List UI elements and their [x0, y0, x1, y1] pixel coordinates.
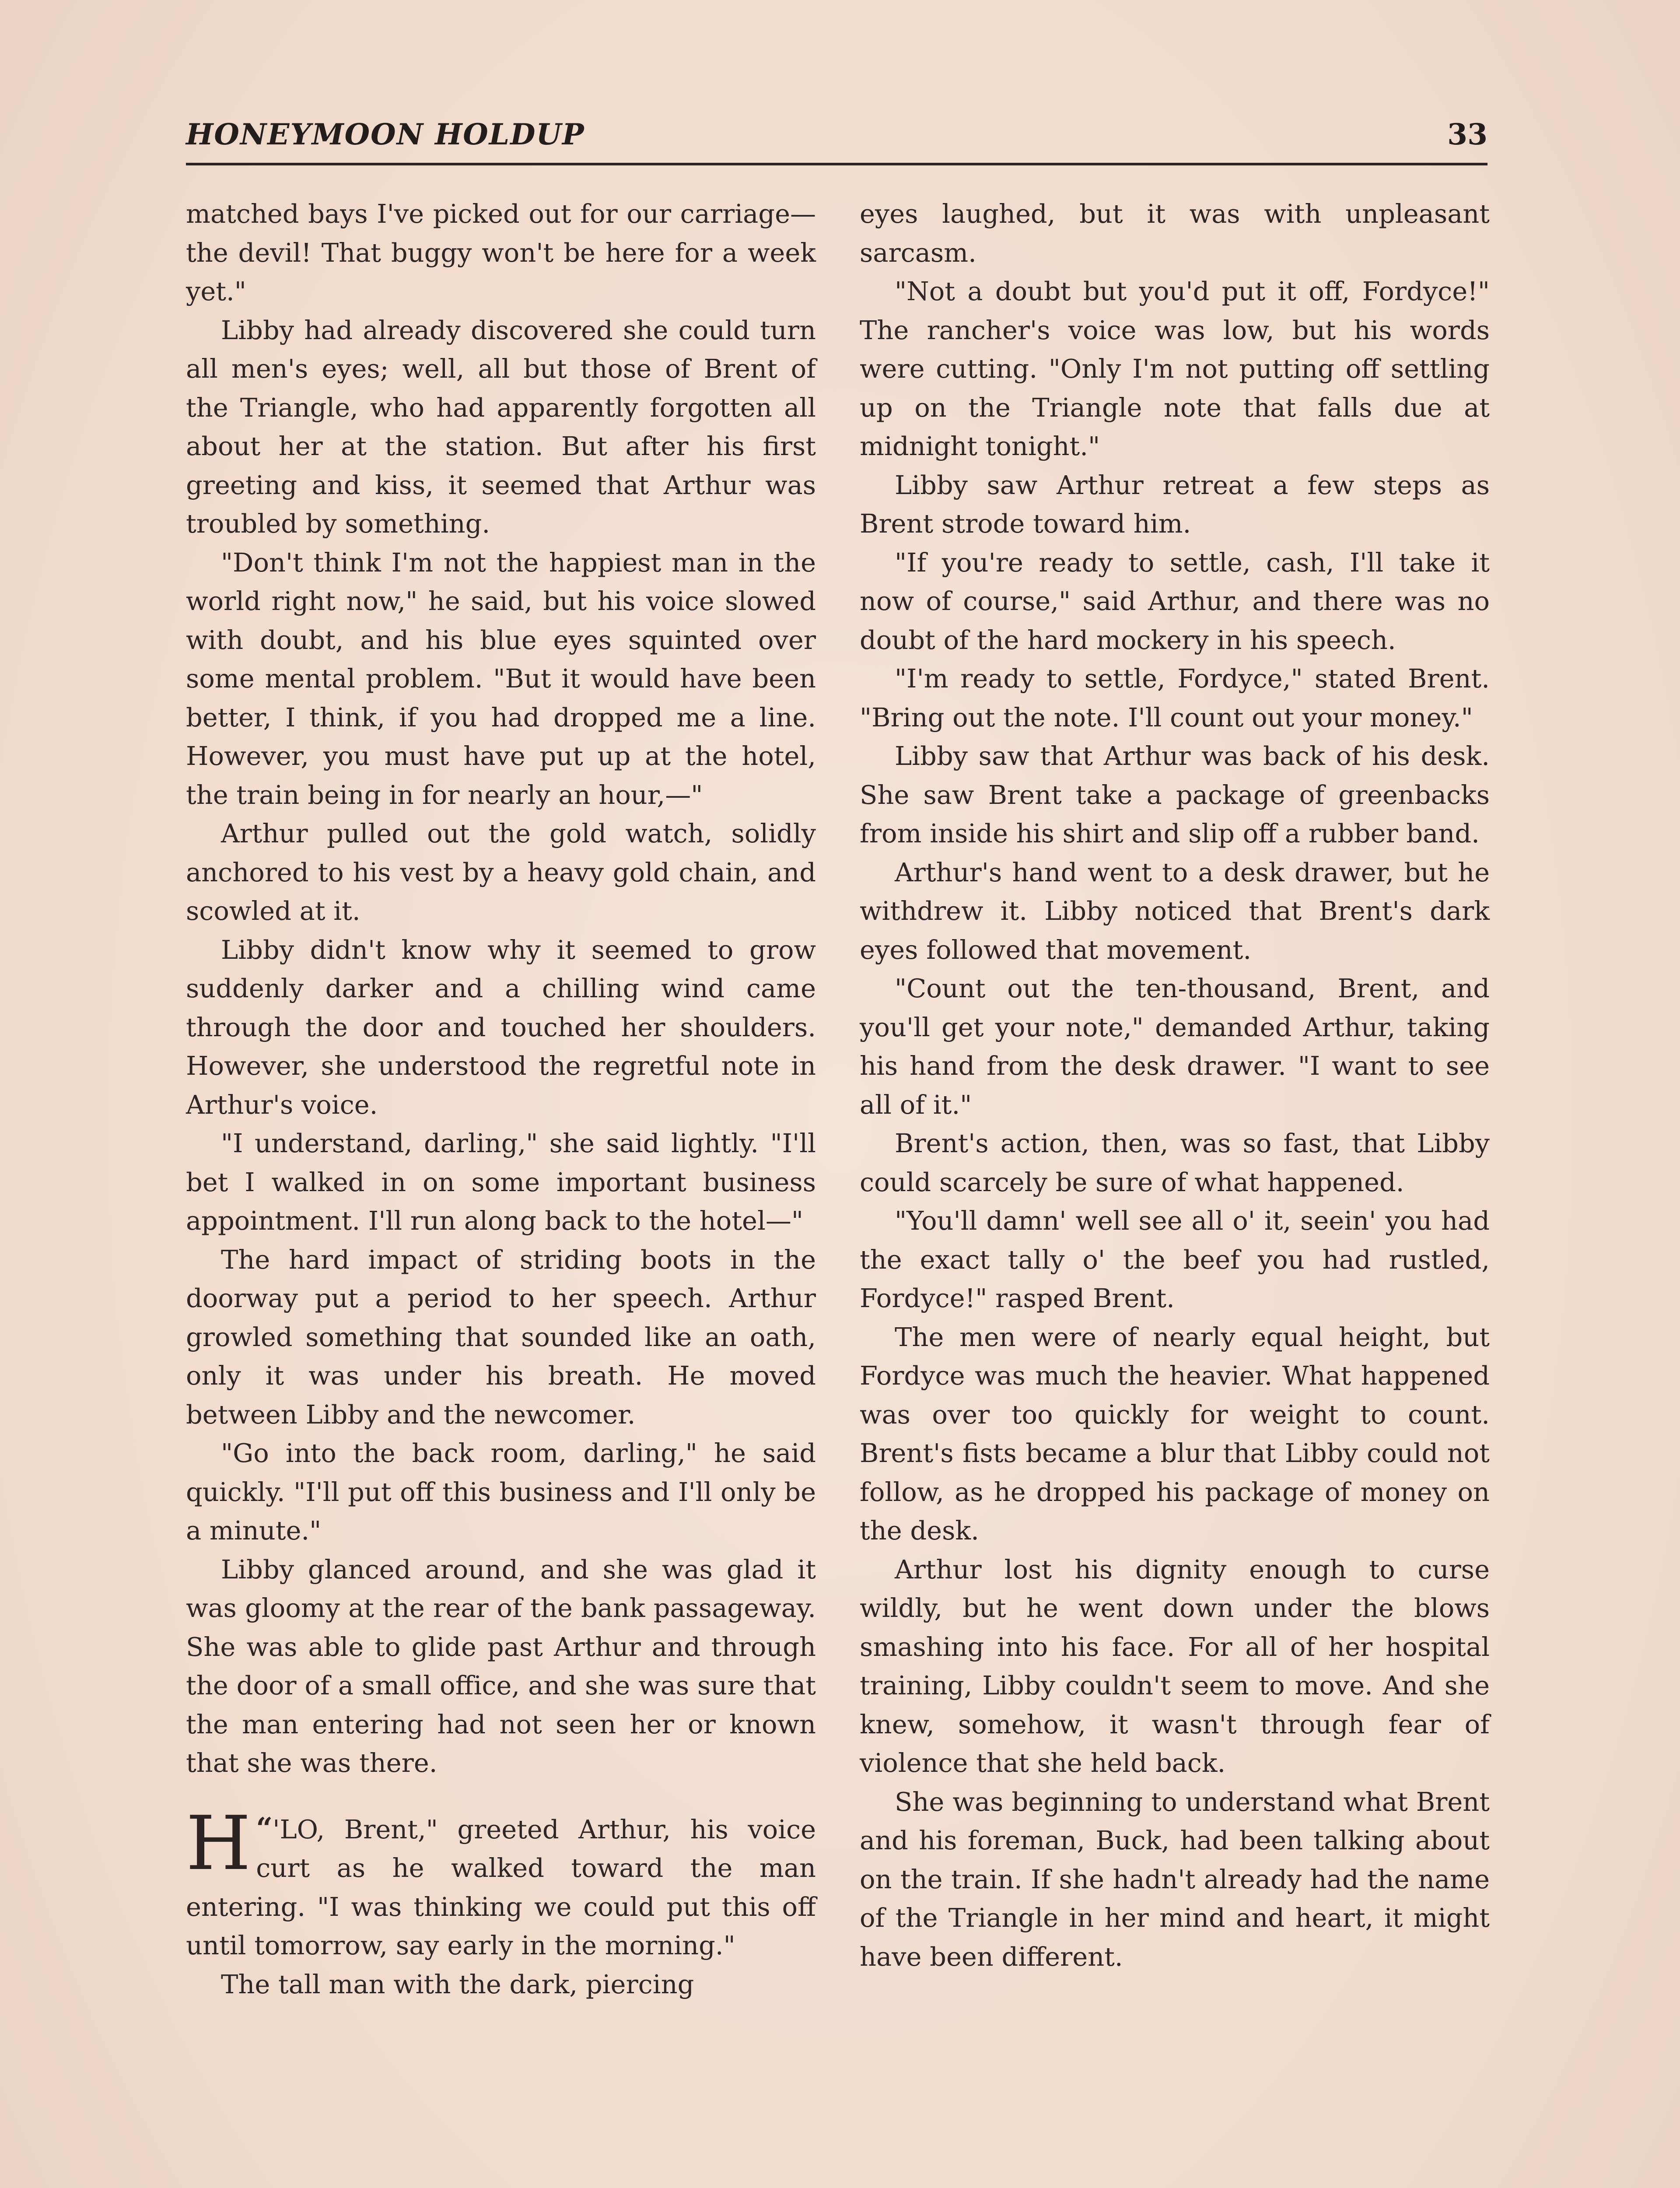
paragraph: She was beginning to understand what Brent and his foreman, Buck, had been talking about on the train. If she hadn't already had the name of the Triangle in her mind and heart, it might have been different.	[860, 1786, 1490, 1972]
drop-cap: H	[186, 1800, 251, 1887]
paragraph: Libby didn't know why it seemed to grow suddenly darker and a chilling wind came through the door and touched her shoulders. However, she understood the regretful note in Arthur's voice.	[186, 934, 816, 1120]
paragraph-text: 'LO, Brent," greeted Arthur, his voice curt as he walked toward the man entering. "I was thinking we could put this off until tomorrow, say early in the morning."	[186, 1814, 816, 1960]
left-column	[186, 195, 816, 2004]
opening-quote: “	[256, 1811, 273, 1845]
paragraph: "Count out the ten-thousand, Brent, and you'll get your note," demanded Arthur, taking his hand from the desk drawer. "I want to see all of it."	[860, 973, 1490, 1120]
paragraph: "If you're ready to settle, cash, I'll take it now of course," said Arthur, and there was no doubt of the hard mockery in his speech.	[860, 547, 1490, 655]
paragraph: Libby saw that Arthur was back of his desk. She saw Brent take a package of greenbacks from inside his shirt and slip off a rubber band.	[860, 741, 1490, 849]
paragraph: Arthur's hand went to a desk drawer, but he withdrew it. Libby noticed that Brent's dark eyes followed that movement.	[860, 857, 1490, 965]
paragraph: The tall man with the dark, piercing	[221, 1969, 694, 1999]
right-column	[860, 195, 1490, 1976]
page-number: 33	[1447, 117, 1488, 151]
paragraph: Libby saw Arthur retreat a few steps as Brent strode toward him.	[860, 470, 1490, 539]
paragraph: Brent's action, then, was so fast, that Libby could scarcely be sure of what happened.	[860, 1128, 1490, 1197]
paragraph: Libby glanced around, and she was glad it was gloomy at the rear of the bank passageway. She was able to glide past Arthur and through the door of a small office, and she was sure that the man entering had not seen her or known that she was there.	[186, 1554, 816, 1778]
paragraph: "Not a doubt but you'd put it off, Fordyce!" The rancher's voice was low, but his words were cutting. "Only I'm not putting off settling up on the Triangle note that falls due at midnight tonight."	[860, 276, 1490, 461]
paragraph: "You'll damn' well see all o' it, seein' you had the exact tally o' the beef you had rustled, Fordyce!" rasped Brent.	[860, 1206, 1490, 1313]
running-title: HONEYMOON HOLDUP	[186, 117, 585, 151]
paragraph: Arthur lost his dignity enough to curse wildly, but he went down under the blows smashing into his face. For all of her hospital training, Libby couldn't seem to move. And she knew, somehow, it wasn't through fear of violence that she held back.	[860, 1554, 1490, 1778]
paragraph: eyes laughed, but it was with unpleasant sarcasm.	[860, 199, 1490, 268]
paragraph: "Go into the back room, darling," he said quickly. "I'll put off this business and I'll only be a minute."	[186, 1438, 816, 1546]
paragraph: "I understand, darling," she said lightly. "I'll bet I walked in on some important business appointment. I'll run along back to the hotel—"	[186, 1128, 816, 1236]
paragraph: Libby had already discovered she could turn all men's eyes; well, all but those of Brent of the Triangle, who had apparently forgotten all about her at the station. But after his first greeting and kiss, it seemed that Arthur was troubled by something.	[186, 315, 816, 539]
paragraph: Arthur pulled out the gold watch, solidly anchored to his vest by a heavy gold chain, and scowled at it.	[186, 818, 816, 926]
paragraph: The hard impact of striding boots in the doorway put a period to her speech. Arthur growled something that sounded like an oath, only it was under his breath. He moved between Libby and the newcomer.	[186, 1244, 816, 1430]
paragraph: "Don't think I'm not the happiest man in the world right now," he said, but his voice slowed with doubt, and his blue eyes squinted over some mental problem. "But it would have been better, I think, if you had dropped me a line. However, you must have put up at the hotel, the train being in for nearly an hour,—"	[186, 547, 816, 810]
paragraph: matched bays I've picked out for our carriage—the devil! That buggy won't be here for a week yet."	[186, 199, 816, 306]
header-rule	[186, 163, 1488, 165]
paragraph: The men were of nearly equal height, but Fordyce was much the heavier. What happened was over too quickly for weight to count. Brent's fists became a blur that Libby could not follow, as he dropped his package of money on the desk.	[860, 1322, 1490, 1546]
dropcap-paragraph	[186, 1800, 816, 1965]
page-header	[186, 117, 1488, 165]
paragraph: "I'm ready to settle, Fordyce," stated Brent. "Bring out the note. I'll count out your money."	[860, 663, 1490, 733]
